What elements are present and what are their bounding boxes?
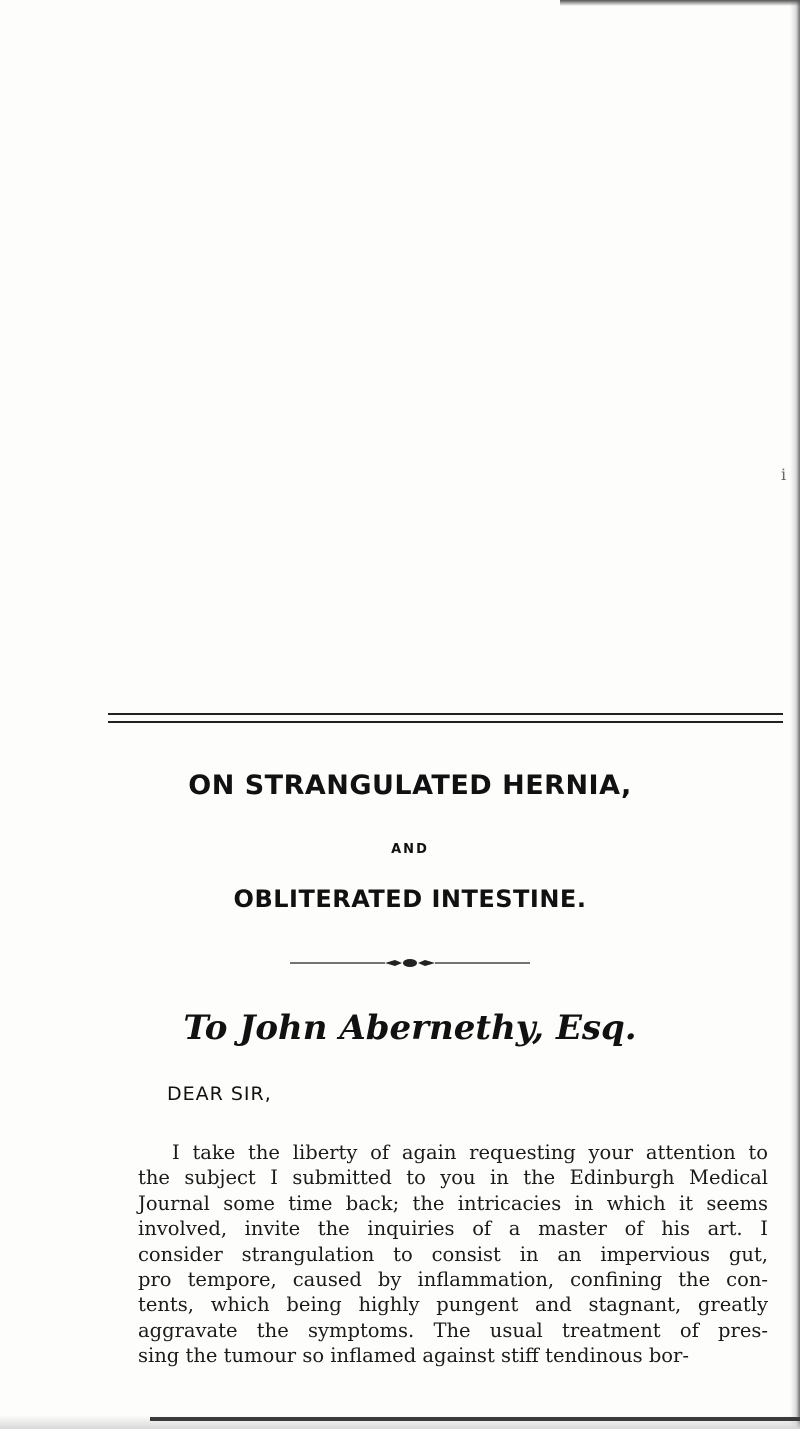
page-edge-shadow-right [790,0,800,1429]
ornamental-divider [290,958,530,968]
page-bottom-rule [150,1417,800,1421]
body-line: sing the tumour so inflamed against stiff tendinous bor- [138,1344,689,1368]
body-line: tents, which being highly pungent and stagnant, greatly [138,1293,768,1317]
header-double-rule [108,713,783,723]
page-edge-shadow-top [560,0,800,6]
body-line: aggravate the symptoms. The usual treatment of pres- [138,1318,768,1342]
salutation: DEAR SIR, [167,1083,272,1105]
title-conjunction: AND [391,842,429,857]
body-line: the subject I submitted to you in the Edinburgh Medical [138,1166,768,1190]
body-line: I take the liberty of again requesting your attention to [172,1141,768,1164]
dedication-line: To John Abernethy, Esq. [183,1008,637,1048]
body-line: pro tempore, caused by inflammation, confining the con- [138,1267,768,1291]
body-line: Journal some time back; the intricacies in which it seems [138,1191,768,1215]
body-line: consider strangulation to consist in an impervious gut, [138,1242,768,1266]
body-line: involved, invite the inquiries of a master of his art. I [138,1217,768,1241]
margin-mark: i [781,465,787,484]
letter-body [138,1140,768,1369]
page-title: ON STRANGULATED HERNIA, [188,770,632,801]
page-subtitle: OBLITERATED INTESTINE. [233,885,587,913]
